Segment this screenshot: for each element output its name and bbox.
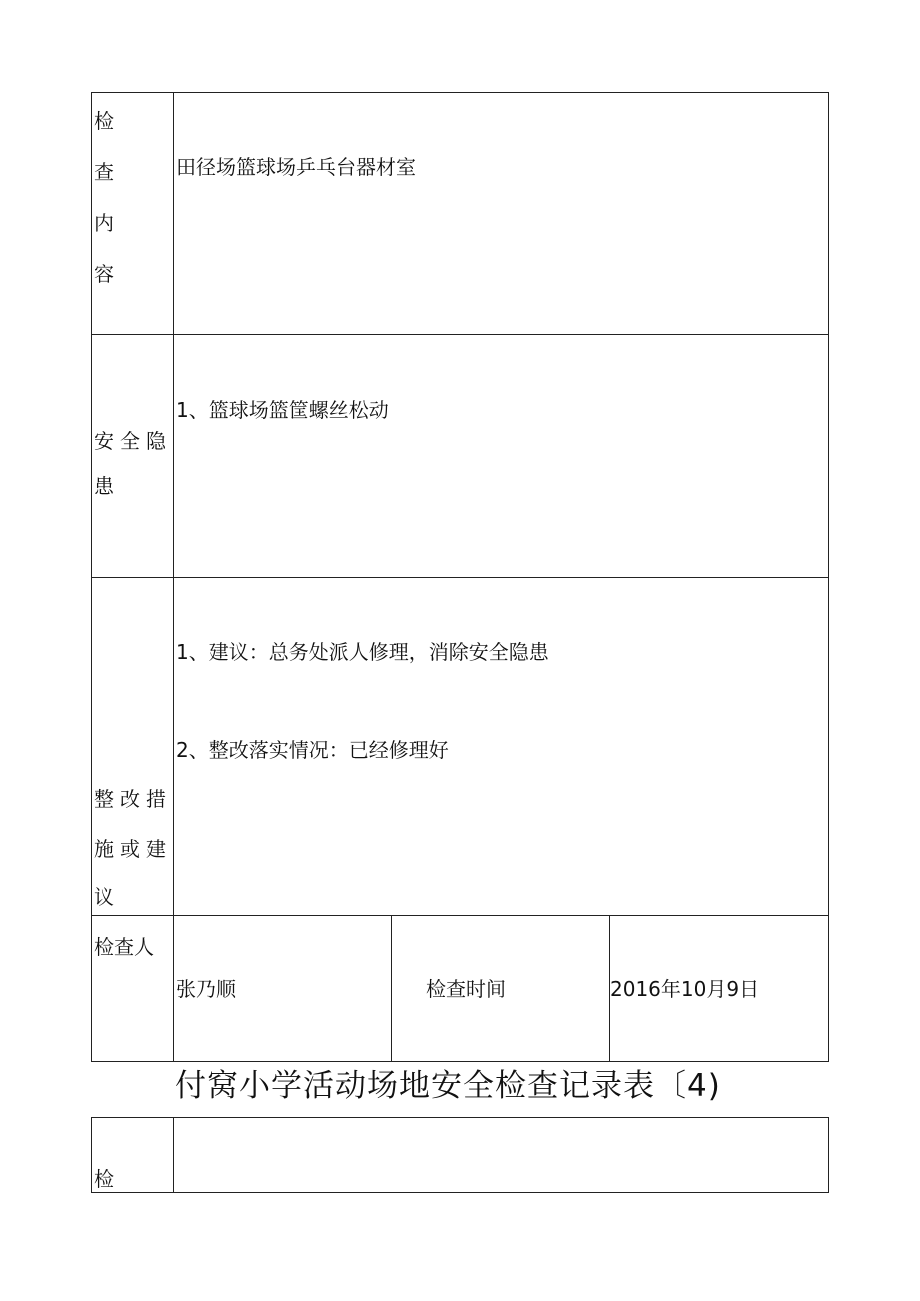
measures-label-line-3: 议 (94, 885, 114, 909)
inspection-date: 2016年10月9日 (610, 977, 760, 1001)
inspection-time-label: 检查时间 (426, 977, 506, 1001)
record-2-label-column-divider (173, 1117, 174, 1193)
content-value: 田径场篮球场乒乓台器材室 (176, 155, 416, 179)
record-title-4: 付窝小学活动场地安全检查记录表〔4) (175, 1068, 721, 1104)
row-divider-content (91, 334, 829, 335)
inspector-label: 检查人 (94, 935, 154, 959)
record-table-2 (91, 1117, 829, 1193)
measures-label-line-1: 整改措 (94, 787, 172, 811)
content-label-char-1: 检 (94, 109, 114, 133)
hazard-item-1: 1、篮球场篮筐螺丝松动 (176, 398, 389, 422)
hazard-label-line-1: 安全隐 (94, 429, 172, 453)
record-2-content-label-char-1: 检 (94, 1167, 114, 1191)
hazard-label-line-2: 患 (94, 474, 114, 498)
measures-label-line-2: 施或建 (94, 837, 172, 861)
content-label-char-2: 查 (94, 160, 114, 184)
content-label-char-4: 容 (94, 262, 114, 286)
row-divider-hazard (91, 577, 829, 578)
measures-item-2: 2、整改落实情况：已经修理好 (176, 738, 449, 762)
measures-item-1: 1、建议：总务处派人修理，消除安全隐患 (176, 640, 549, 664)
content-label-char-3: 内 (94, 211, 114, 235)
inspector-name-divider (391, 915, 392, 1062)
inspector-name: 张乃顺 (176, 977, 236, 1001)
row-divider-measures (91, 915, 829, 916)
